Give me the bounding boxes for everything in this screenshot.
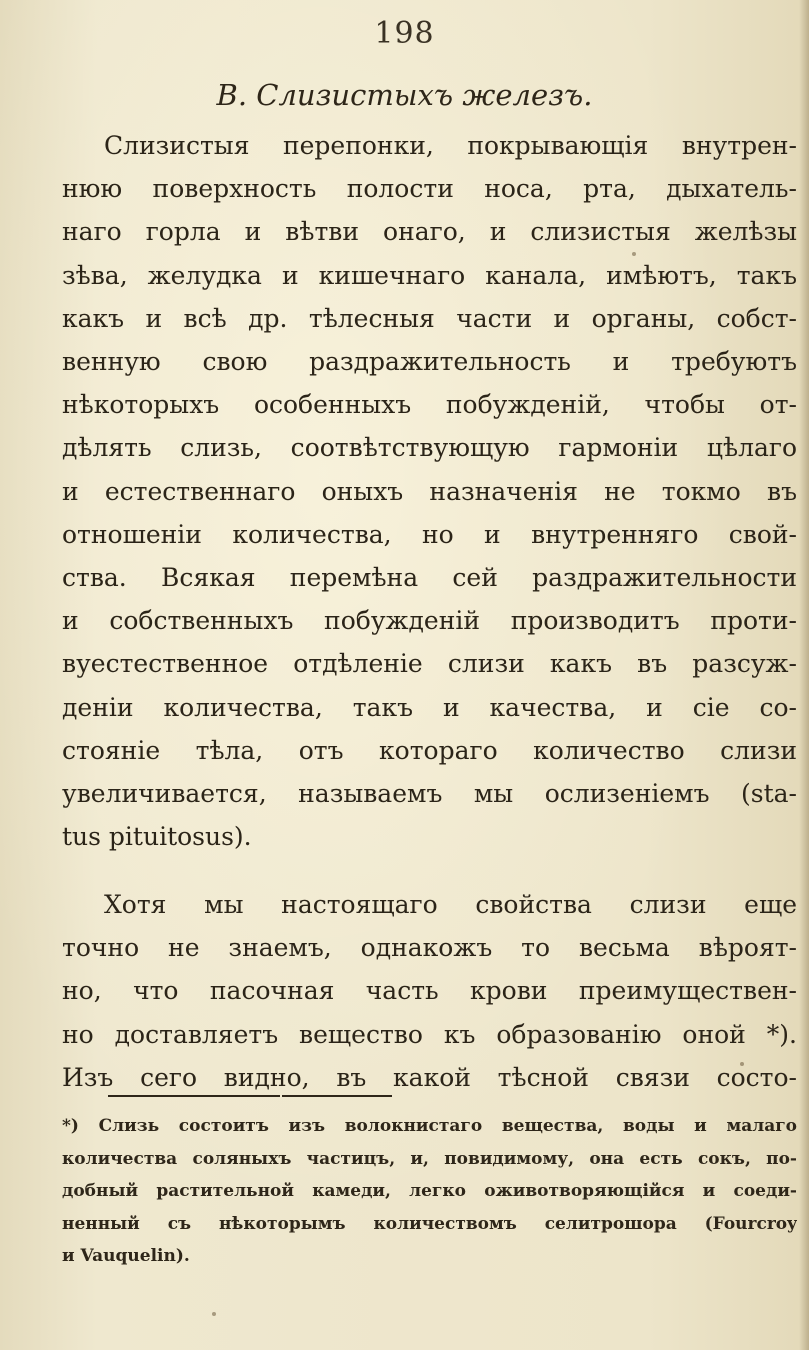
section-heading: В. Слизистыхъ железъ.: [216, 78, 593, 112]
text-line: но, что пасочная часть крови преимуществен-: [62, 976, 797, 1006]
footnote-line: добный растительной камеди, легко оживотворяющійся и соеди-: [62, 1181, 797, 1201]
text-line: и естественнаго оныхъ назначенія не токмо въ: [62, 476, 797, 506]
text-line: деніи количества, такъ и качества, и сіе со-: [62, 692, 797, 722]
text-line: венную свою раздражительность и требуютъ: [62, 347, 797, 377]
text-line: вуестественное отдѣленіе слизи какъ въ разсуж-: [62, 649, 797, 679]
page-number: 198: [374, 16, 435, 51]
footnote: [62, 1110, 797, 1273]
text-line: Слизистыя перепонки, покрывающія внутрен-: [104, 131, 797, 160]
text-line: но доставляетъ вещество къ образованію оной *).: [62, 1019, 797, 1049]
footnote-line: количества соляныхъ частицъ, и, повидимому, она есть сокъ, по-: [62, 1148, 797, 1169]
text-line: нюю поверхность полости носа, рта, дыхатель-: [62, 174, 797, 204]
text-line: отношеніи количества, но и внутренняго свой-: [62, 519, 797, 549]
text-line: Изъ сего видно, въ какой тѣсной связи состо-: [62, 1062, 797, 1092]
text-line: стояніе тѣла, отъ котораго количество слизи: [62, 735, 797, 765]
paragraph-mucus-origin: [62, 883, 797, 1099]
text-line: дѣлять слизь, соотвѣтствующую гармоніи цѣлаго: [62, 433, 797, 463]
footnote-line: *) Слизь состоитъ изъ волокнистаго вещества, воды и малаго: [62, 1116, 797, 1136]
text-line: Хотя мы настоящаго свойства слизи еще: [104, 890, 797, 919]
paragraph-mucous-glands: [62, 124, 797, 858]
text-line: нѣкоторыхъ особенныхъ побужденій, чтобы от-: [62, 390, 797, 420]
footnote-line: ненный съ нѣкоторымъ количествомъ селитрошора (Fourcroy: [62, 1213, 797, 1234]
footnote-separator: [282, 1095, 392, 1097]
page-edge-shadow: [799, 0, 809, 1350]
paper-speck: [212, 1312, 216, 1316]
text-line: ства. Всякая перемѣна сей раздражительности: [62, 563, 797, 593]
text-line: увеличивается, называемъ мы ослизеніемъ (sta-: [62, 779, 797, 809]
footnote-separator: [108, 1095, 280, 1097]
text-line: наго горла и вѣтви онаго, и слизистыя желѣзы: [62, 217, 797, 247]
paper-speck: [632, 252, 636, 256]
text-line: tus pituitosus).: [62, 822, 252, 852]
text-line: какъ и всѣ др. тѣлесныя части и органы, собст-: [62, 303, 797, 333]
text-line: зѣва, желудка и кишечнаго канала, имѣютъ, такъ: [62, 260, 797, 290]
footnote-line: и Vauquelin).: [62, 1246, 190, 1266]
text-line: и собственныхъ побужденій производитъ проти-: [62, 606, 797, 636]
paper-speck: [740, 1062, 744, 1066]
text-line: точно не знаемъ, однакожъ то весьма вѣроят-: [62, 933, 797, 963]
